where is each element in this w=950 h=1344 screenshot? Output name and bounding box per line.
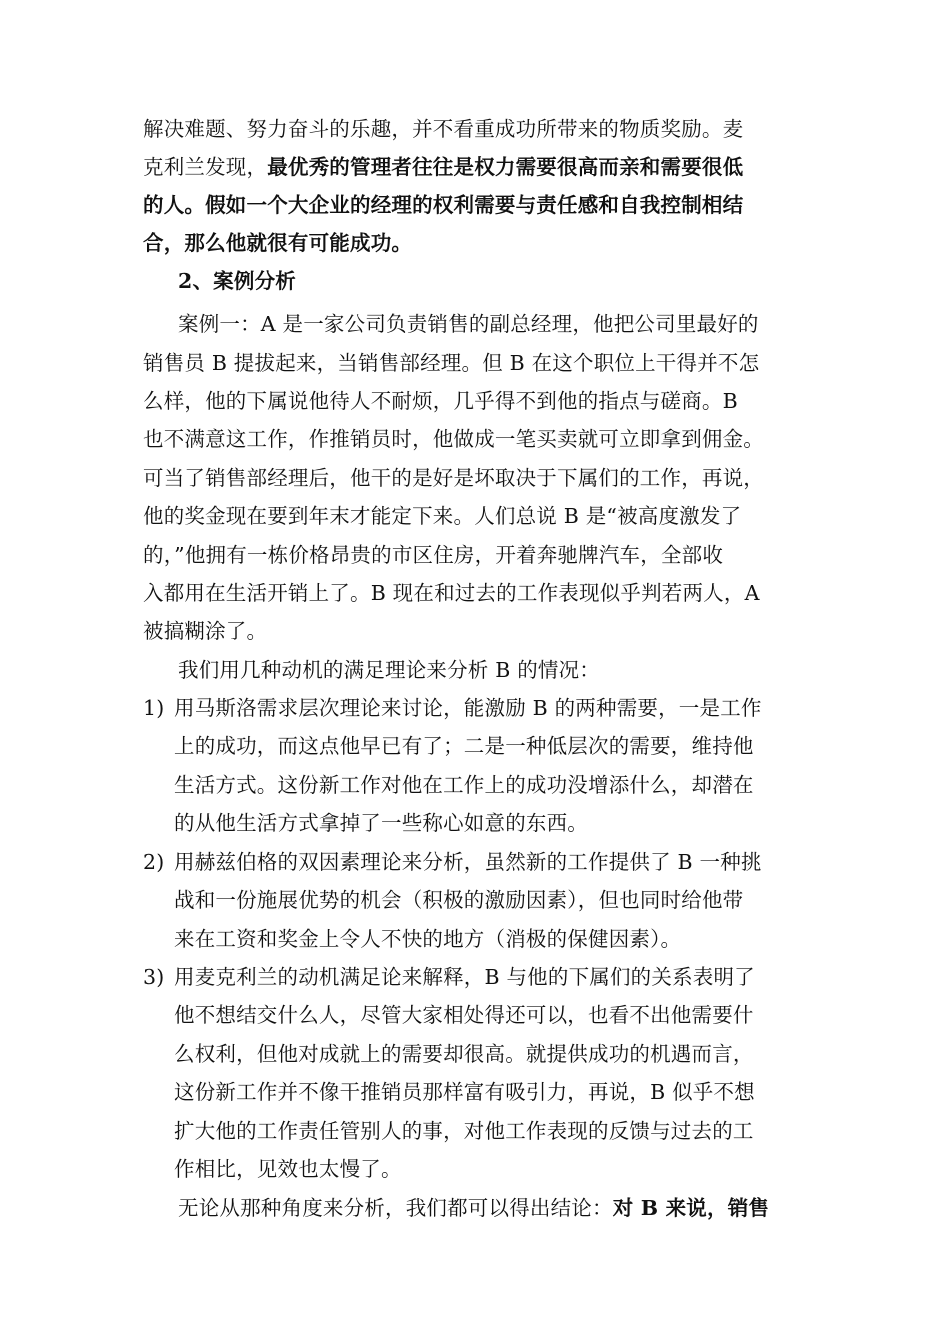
- intro-line: 我们用几种动机的满足理论来分析 B 的情况：: [178, 658, 600, 682]
- paragraph-text: 克利兰发现，: [143, 155, 268, 179]
- case-line: 的，”他拥有一栋价格昂贵的市区住房，开着奔驰牌汽车，全部收: [143, 543, 724, 567]
- paragraph-line: 解决难题、努力奋斗的乐趣，并不看重成功所带来的物质奖励。麦: [143, 117, 744, 141]
- section-heading: 2、案例分析: [178, 269, 296, 293]
- conclusion-line: [178, 1192, 769, 1224]
- bold-line: 合，那么他就很有可能成功。: [143, 231, 413, 255]
- list-item-line: 用麦克利兰的动机满足论来解释，B 与他的下属们的关系表明了: [174, 965, 755, 989]
- case-line: 么样，他的下属说他待人不耐烦，几乎得不到他的指点与磋商。B: [143, 389, 738, 413]
- case-line: 案例一：A 是一家公司负责销售的副总经理，他把公司里最好的: [178, 312, 759, 336]
- conclusion-text: 无论从那种角度来分析，我们都可以得出结论：: [178, 1196, 613, 1220]
- case-line: 销售员 B 提拔起来，当销售部经理。但 B 在这个职位上干得并不怎: [143, 351, 760, 375]
- paragraph-line: [143, 151, 743, 183]
- list-item-line: 战和一份施展优势的机会（积极的激励因素），但也同时给他带: [174, 888, 744, 912]
- list-item-number: 1): [143, 696, 165, 720]
- list-item-line: 他不想结交什么人，尽管大家相处得还可以，也看不出他需要什: [174, 1003, 754, 1027]
- list-item-line: 作相比，见效也太慢了。: [174, 1157, 402, 1181]
- list-item-line: 上的成功，而这点他早已有了；二是一种低层次的需要，维持他: [174, 734, 754, 758]
- case-line: 他的奖金现在要到年末才能定下来。人们总说 B 是“被高度激发了: [143, 504, 742, 528]
- list-item-line: 的从他生活方式拿掉了一些称心如意的东西。: [174, 811, 588, 835]
- list-item-line: 生活方式。这份新工作对他在工作上的成功没增添什么，却潜在: [174, 773, 754, 797]
- list-item-line: 扩大他的工作责任管别人的事，对他工作表现的反馈与过去的工: [174, 1119, 754, 1143]
- list-item-number: 3): [143, 965, 165, 989]
- list-item-line: 来在工资和奖金上令人不快的地方（消极的保健因素）。: [174, 927, 682, 951]
- list-item-number: 2): [143, 850, 165, 874]
- list-item-line: 这份新工作并不像干推销员那样富有吸引力，再说，B 似乎不想: [174, 1080, 755, 1104]
- conclusion-bold-text: 对 B 来说，销售: [612, 1196, 770, 1220]
- list-item-line: 么权利，但他对成就上的需要却很高。就提供成功的机遇而言，: [174, 1042, 754, 1066]
- case-line: 入都用在生活开销上了。B 现在和过去的工作表现似乎判若两人，A: [143, 581, 760, 605]
- list-item-line: 用赫兹伯格的双因素理论来分析，虽然新的工作提供了 B 一种挑: [174, 850, 762, 874]
- bold-text: 最优秀的管理者往往是权力需要很高而亲和需要很低: [267, 155, 744, 179]
- case-line: 也不满意这工作，作推销员时，他做成一笔买卖就可立即拿到佣金。: [143, 427, 764, 451]
- bold-line: 的人。假如一个大企业的经理的权利需要与责任感和自我控制相结: [143, 193, 744, 217]
- case-line: 可当了销售部经理后，他干的是好是坏取决于下属们的工作，再说，: [143, 466, 764, 490]
- list-item-line: 用马斯洛需求层次理论来讨论，能激励 B 的两种需要，一是工作: [174, 696, 762, 720]
- case-line: 被搞糊涂了。: [143, 619, 268, 643]
